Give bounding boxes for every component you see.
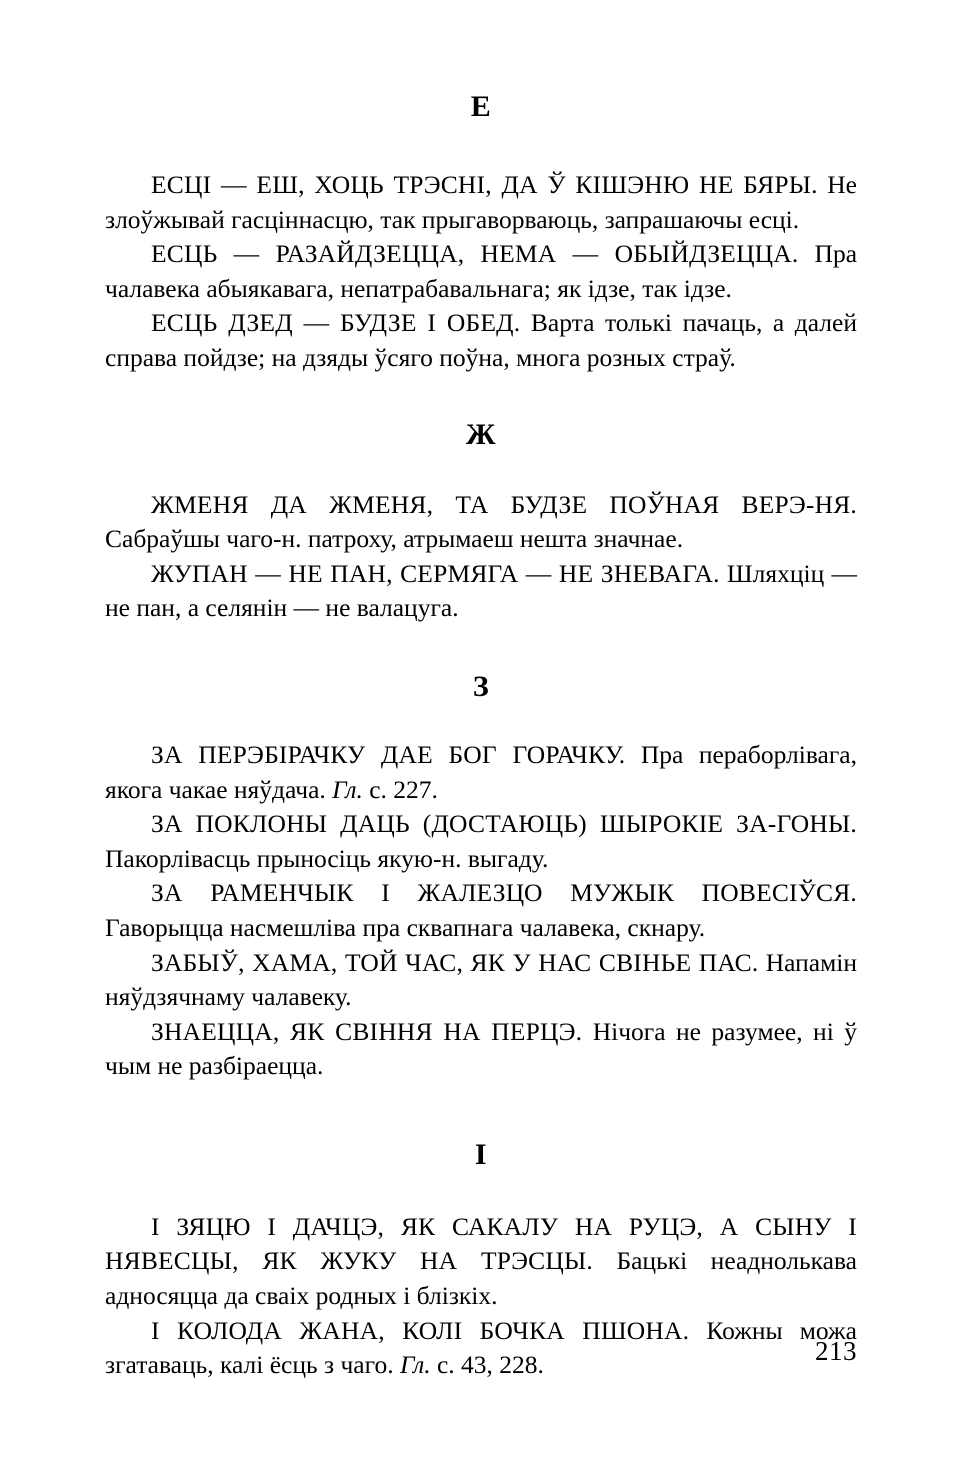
- proverb-entry: [105, 1210, 857, 1314]
- proverb-gloss: Пра чалавека абыякавага, непатрабавальнага; як ідзе, так ідзе.: [105, 239, 858, 303]
- proverb-entry: [105, 557, 857, 626]
- entries-z: [105, 738, 857, 1084]
- proverb-gloss: Нічога не разумее, ні ў чым не разбіраецца.: [105, 1016, 857, 1081]
- section-z: [105, 669, 857, 1084]
- proverb-head: ЕСЦЬ — РАЗАЙДЗЕЦЦА, НЕМА — ОБЫЙДЗЕЦЦА.: [151, 239, 799, 269]
- proverb-gloss: Шляхціц — не пан, а селянін — не валацуга.: [105, 558, 857, 623]
- proverb-gloss: Бацькі неаднолькава адносяцца да сваіх родных і блізкіх.: [105, 1246, 857, 1311]
- proverb-entry: [105, 946, 857, 1015]
- proverb-head: ЗНАЕЦЦА, ЯК СВІННЯ НА ПЕРЦЭ.: [151, 1016, 583, 1046]
- cross-reference-label: Гл.: [332, 774, 363, 804]
- proverb-head: ЗА ПОКЛОНЫ ДАЦЬ (ДОСТАЮЦЬ) ШЫРОКІЕ ЗА-ГОНЫ.: [151, 809, 857, 839]
- proverb-head: ЖМЕНЯ ДА ЖМЕНЯ, ТА БУДЗЕ ПОЎНАЯ ВЕРЭ-НЯ.: [151, 489, 857, 519]
- proverb-head: ЗА ПЕРЭБІРАЧКУ ДАЕ БОГ ГОРАЧКУ.: [151, 739, 626, 769]
- proverb-entry: [105, 237, 857, 306]
- entries-e: [105, 168, 857, 376]
- section-e: [105, 92, 857, 376]
- section-letter-zh: Ж: [465, 417, 497, 451]
- proverb-head: ЗАБЫЎ, ХАМА, ТОЙ ЧАС, ЯК У НАС СВІНЬЕ ПАС.: [151, 947, 759, 977]
- proverb-head: ЖУПАН — НЕ ПАН, СЕРМЯГА — НЕ ЗНЕВАГА.: [151, 558, 720, 588]
- proverb-gloss: Напамін няўдзячнаму чалавеку.: [105, 947, 857, 1012]
- proverb-entry: [105, 1314, 857, 1383]
- proverb-entry: [105, 1015, 857, 1084]
- proverb-head: ЕСЦЬ ДЗЕД — БУДЗЕ І ОБЕД.: [151, 308, 521, 338]
- proverb-head: І ЗЯЦЮ І ДАЧЦЭ, ЯК САКАЛУ НА РУЦЭ, А СЫНУ І НЯВЕСЦЫ, ЯК ЖУКУ НА ТРЭСЦЫ.: [105, 1211, 857, 1276]
- entries-i: [105, 1210, 857, 1383]
- section-zh: [105, 417, 857, 626]
- proverb-gloss: Варта толькі пачаць, а далей справа пойдзе; на дзяды ўсяго поўна, многа розных страў.: [105, 308, 857, 372]
- proverb-head: ЕСЦІ — ЕШ, ХОЦЬ ТРЭСНІ, ДА Ў КІШЭНЮ НЕ БЯРЫ.: [151, 170, 818, 199]
- section-letter-e: Е: [470, 90, 492, 123]
- proverb-gloss: Сабраўшы чаго-н. патроху, атрымаеш нешта значнае.: [105, 524, 684, 554]
- proverb-head: І КОЛОДА ЖАНА, КОЛІ БОЧКА ПШОНА.: [151, 1315, 690, 1345]
- proverb-entry: [105, 876, 857, 945]
- section-i: [105, 1137, 857, 1383]
- proverb-gloss: Пакорлівасць прыносіць якую-н. выгаду.: [105, 843, 549, 873]
- proverb-gloss: Кожны можа згатаваць, калі ёсць з чаго.: [105, 1315, 857, 1380]
- page-number: 213: [815, 1336, 857, 1366]
- entries-zh: [105, 488, 857, 626]
- proverb-gloss: Гаворыцца насмешліва пра сквапнага чалавека, скнару.: [105, 912, 706, 942]
- proverb-entry: [105, 168, 857, 237]
- cross-reference-pages: с. 43, 228.: [430, 1350, 544, 1380]
- proverb-entry: [105, 306, 857, 375]
- proverb-gloss: Не злоўжывай гасціннасцю, так прыгаворваюць, запрашаючы есці.: [105, 170, 858, 234]
- cross-reference-label: Гл.: [399, 1350, 431, 1380]
- proverb-entry: [105, 807, 857, 876]
- proverb-gloss: Пра пераборлівага, якога чакае няўдача.: [105, 739, 857, 804]
- cross-reference-pages: с. 227.: [362, 774, 438, 804]
- proverb-entry: [105, 488, 857, 557]
- proverb-entry: [105, 738, 857, 807]
- proverb-head: ЗА РАМЕНЧЫК І ЖАЛЕЗЦО МУЖЫК ПОВЕСІЎСЯ.: [151, 878, 857, 908]
- section-letter-i: І: [474, 1137, 488, 1171]
- section-letter-z: З: [472, 669, 490, 703]
- text-column: [105, 92, 857, 1383]
